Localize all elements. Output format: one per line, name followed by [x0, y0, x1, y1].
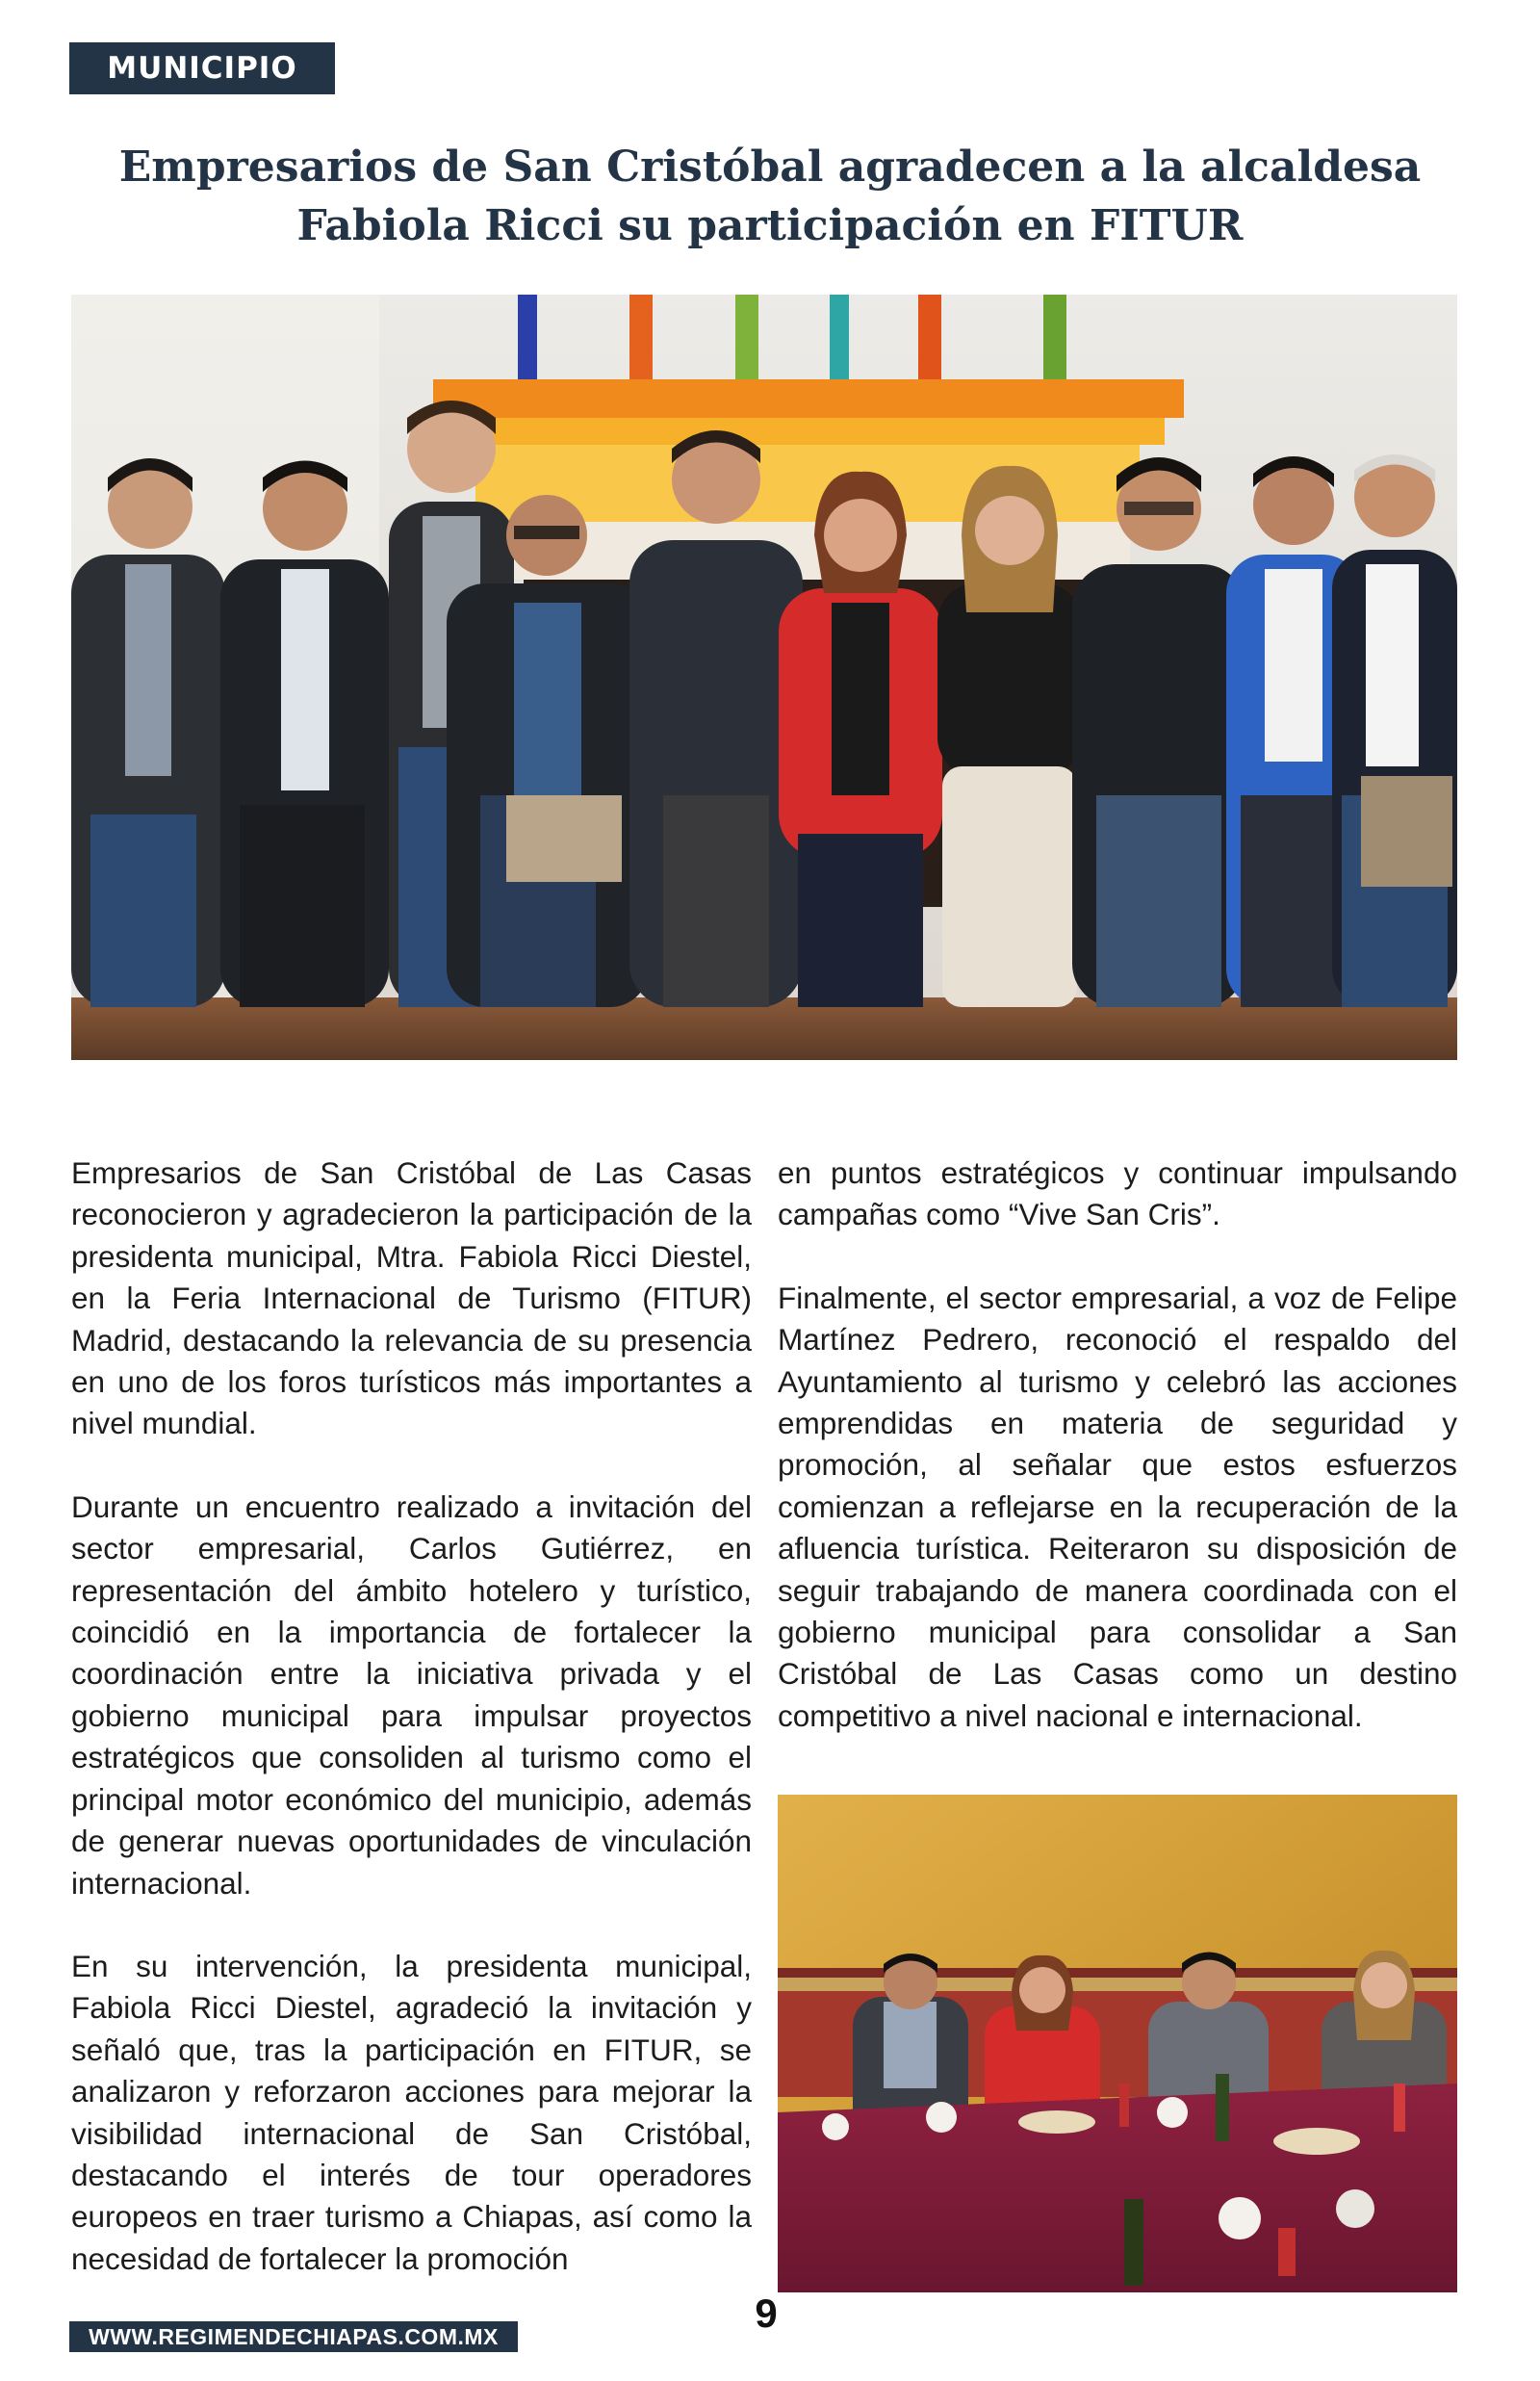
website-footer[interactable]: WWW.REGIMENDECHIAPAS.COM.MX [69, 2321, 518, 2352]
paragraph: Finalmente, el sector empresarial, a voz de Felipe Martínez Pedrero, reconoció el respaldo del Ayuntamiento al turismo y celebró las acciones emprendidas en materia de seguridad y promoción, al señalar que estos esfuerzos comienzan a reflejarse en la recuperación de la afluencia turística. Reiteraron su disposición de seguir trabajando de manera coordinada con el gobierno municipal para consolidar a San Cristóbal de Las Casas como un destino competitivo a nivel nacional e internacional. [778, 1280, 1457, 1733]
paragraph: Empresarios de San Cristóbal de Las Casas reconocieron y agradecieron la participación de la presidenta municipal, Mtra. Fabiola Ricci Diestel, en la Feria Internacional de Turismo (FITUR) Madrid, destacando la relevancia de su presencia en uno de los foros turísticos más importantes a nivel mundial. [71, 1155, 752, 1441]
article-body-left-column [71, 1152, 752, 2279]
article-body-right-column [778, 1152, 1457, 1784]
article-headline: Empresarios de San Cristóbal agradecen a la alcaldesa Fabiola Ricci su participación en FITUR [118, 142, 1422, 250]
section-tag: MUNICIPIO [69, 42, 335, 94]
meeting-photo [778, 1795, 1457, 2292]
paragraph: Durante un encuentro realizado a invitación del sector empresarial, Carlos Gutiérrez, en representación del ámbito hotelero y turístico, coincidió en la importancia de fortalecer la coordinación entre la iniciativa privada y el gobierno municipal para impulsar proyectos estratégicos que consoliden al turismo como el principal motor económico del municipio, además de generar nuevas oportunidades de vinculación internacional. [71, 1488, 752, 1901]
group-photo [71, 295, 1457, 1060]
page-number: 9 [755, 2290, 778, 2336]
paragraph: En su intervención, la presidenta municipal, Fabiola Ricci Diestel, agradeció la invitación y señaló que, tras la participación en FITUR, se analizaron y reforzaron acciones para mejorar la visibilidad internacional de San Cristóbal, destacando el interés de tour operadores europeos en traer turismo a Chiapas, así como la necesidad de fortalecer la promoción [71, 1948, 752, 2276]
paragraph: en puntos estratégicos y continuar impulsando campañas como “Vive San Cris”. [778, 1155, 1457, 1232]
